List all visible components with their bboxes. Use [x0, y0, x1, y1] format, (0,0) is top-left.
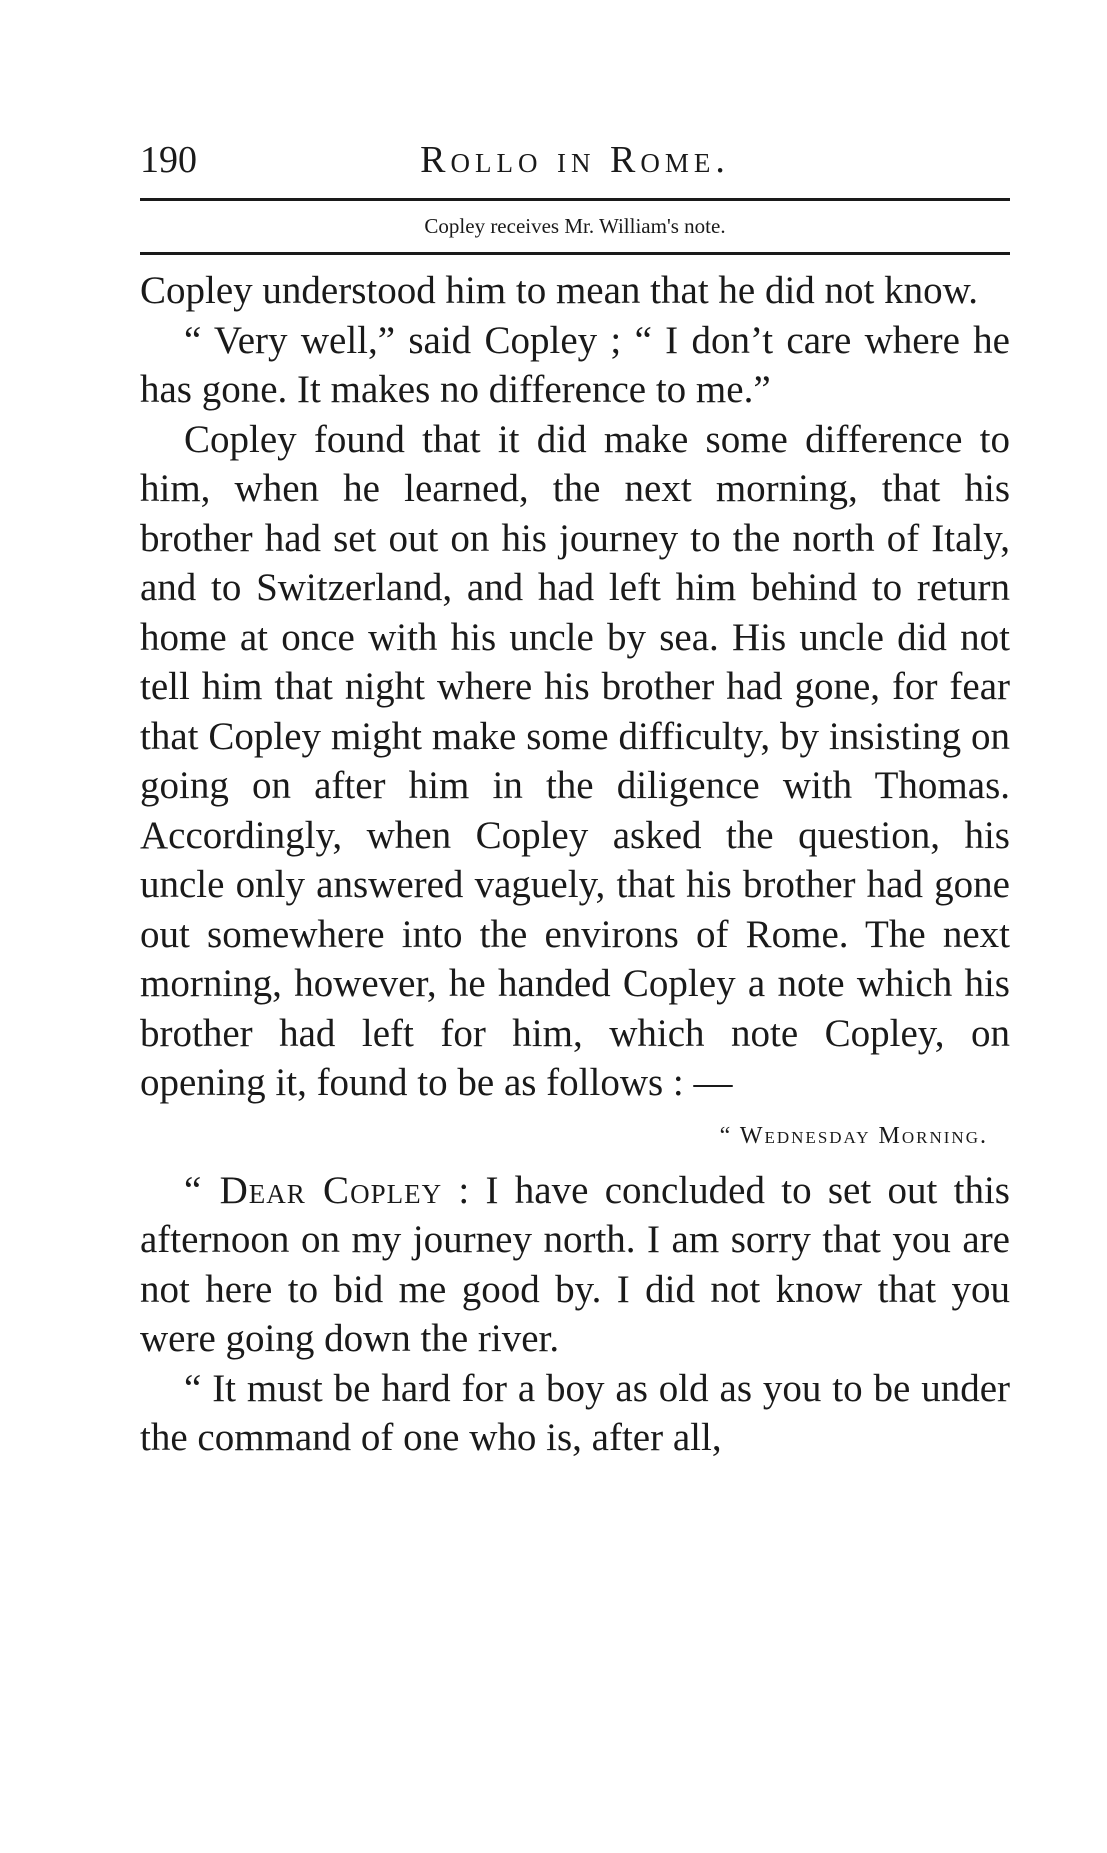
page-number: 190	[140, 139, 197, 181]
page-header	[140, 130, 1010, 190]
letter-paragraph: “ It must be hard for a boy as old as you to be under the command of one who is, after all,	[140, 1366, 1010, 1459]
header-rule-bottom	[140, 252, 1010, 255]
section-subheading: Copley receives Mr. William's note.	[424, 214, 726, 238]
paragraph: Copley found that it did make some difference to him, when he learned, the next morning, that his brother had set out on his journey to the north of Italy, and to Switzerland, and had left him behind to return home at once with his uncle by sea. His uncle did not tell him that night where his brother had gone, for fear that Copley might make some difficulty, by insisting on going on after him in the diligence with Thomas. Accordingly, when Copley asked the question, his uncle only answered vaguely, that his brother had gone out somewhere into the environs of Rome. The next morning, however, he handed Copley a note which his brother had left for him, which note Copley, on opening it, found to be as follows : —	[140, 417, 1010, 1104]
letter-dateline: “ Wednesday Morning.	[719, 1122, 988, 1149]
header-rule-top	[140, 198, 1010, 201]
paragraph: Copley understood him to mean that he did not know.	[140, 269, 979, 312]
letter-paragraph-text: : I have concluded to set out this afternoon on my journey north. I am sorry that you are not here to bid me good by. I did not know that you were going down the river.	[140, 1168, 1010, 1360]
letter-paragraph	[140, 1166, 1010, 1364]
paragraph: “ Very well,” said Copley ; “ I don’t care where he has gone. It makes no difference to me.”	[140, 318, 1010, 411]
running-title: Rollo in Rome.	[420, 139, 730, 181]
letter-salutation: “ Dear Copley	[184, 1168, 443, 1212]
body-text	[140, 266, 1010, 1463]
